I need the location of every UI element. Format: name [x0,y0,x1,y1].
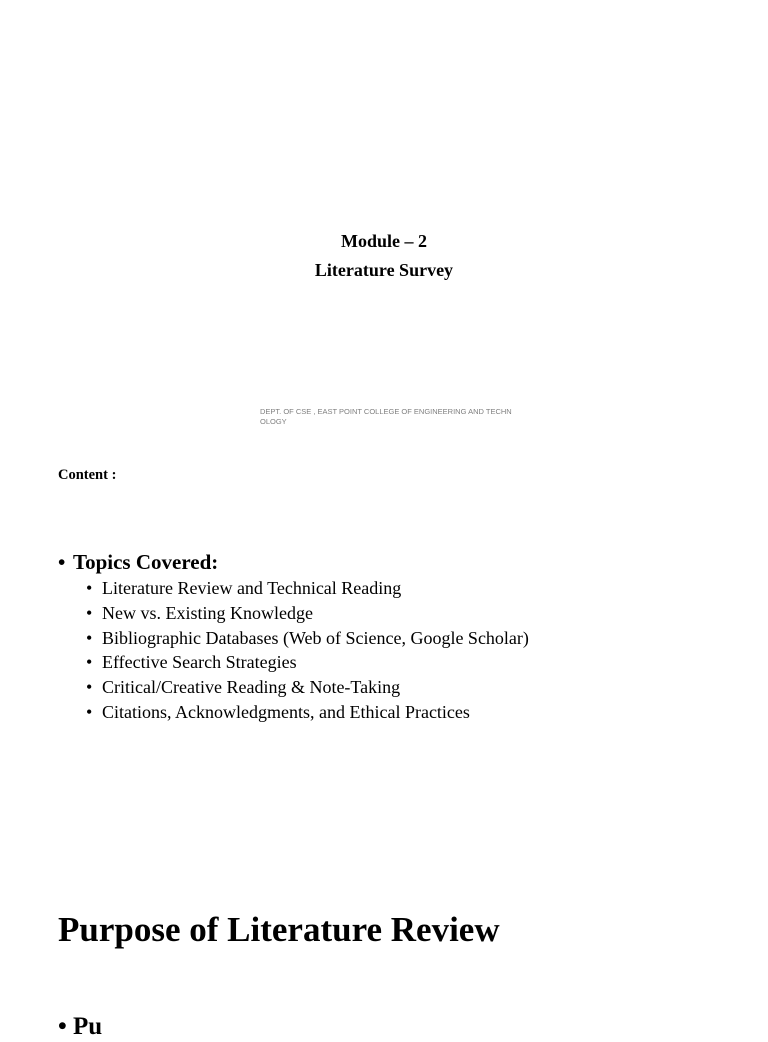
bullet-icon: • [86,652,93,673]
bullet-icon: • [86,627,93,648]
list-item-text: Literature Review and Technical Reading [102,578,402,598]
module-number: Module – 2 [340,231,427,251]
bullet-icon: • [86,701,93,722]
list-item [86,650,529,675]
module-title: Literature Survey [314,260,454,280]
list-item-text: Bibliographic Databases (Web of Science, Google Scholar) [102,627,529,648]
list-item-text: Effective Search Strategies [102,652,297,673]
list-item [86,576,529,601]
list-item [86,601,529,626]
slide-title-block [0,227,768,285]
bullet-icon: • [58,550,66,574]
topics-heading [58,548,218,576]
topics-list [86,576,529,725]
content-label: Content : [58,467,117,483]
list-item [86,700,529,725]
bullet-icon: • [86,578,93,598]
list-item-text: Citations, Acknowledgments, and Ethical Practices [102,701,470,722]
cutoff-next-bullet: • Pu [58,1013,103,1040]
topics-heading-text: Topics Covered: [73,550,219,574]
bullet-icon: • [86,677,93,698]
bullet-icon: • [86,602,93,623]
list-item [86,626,529,651]
section-heading-purpose: Purpose of Literature Review [58,910,500,949]
list-item-text: Critical/Creative Reading & Note-Taking [102,677,401,698]
list-item [86,675,529,700]
list-item-text: New vs. Existing Knowledge [102,602,313,623]
department-footer: DEPT. OF CSE , EAST POINT COLLEGE OF ENGINEERING AND TECHNOLOGY [260,407,512,426]
